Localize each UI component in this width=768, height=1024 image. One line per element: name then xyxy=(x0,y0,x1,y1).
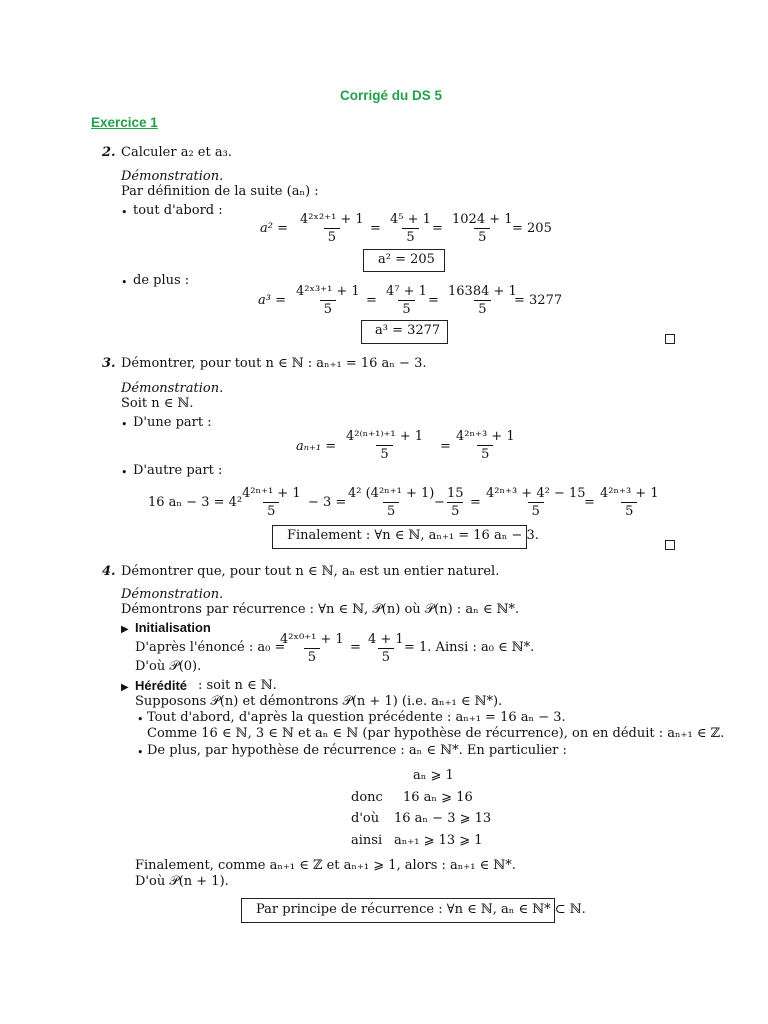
question-statement: Calculer a₂ et a₃. xyxy=(121,145,232,160)
bullet-text: Tout d'abord, d'après la question précédente : aₙ₊₁ = 16 aₙ − 3. xyxy=(147,710,566,725)
equals-sign: = xyxy=(440,439,451,454)
result-text: Finalement : ∀n ∈ ℕ, aₙ₊₁ = 16 aₙ − 3. xyxy=(287,528,539,543)
bullet-text: D'autre part : xyxy=(133,463,223,478)
qed-square-icon xyxy=(665,540,675,550)
equals-sign: = xyxy=(366,293,377,308)
fraction: 4²ⁿ⁺³ + 1 5 xyxy=(600,486,659,519)
fraction: 4² (4²ⁿ⁺¹ + 1) 5 xyxy=(348,486,435,519)
chain-line: 16 aₙ − 3 ⩾ 13 xyxy=(394,811,492,826)
qed-square-icon xyxy=(665,334,675,344)
page-title: Corrigé du DS 5 xyxy=(340,88,443,103)
equation-result: = 205 xyxy=(512,221,552,236)
fraction: 4²ⁿ⁺¹ + 1 5 xyxy=(242,486,301,519)
section-title: Initialisation xyxy=(135,620,211,635)
bullet-icon: • xyxy=(137,746,144,759)
chain-word: ainsi xyxy=(351,833,383,848)
bullet-icon: • xyxy=(121,276,128,289)
minus-sign: − xyxy=(434,495,445,510)
bullet-icon: • xyxy=(121,206,128,219)
bullet-text: D'une part : xyxy=(133,415,212,430)
fraction: 4²ˣ³⁺¹ + 1 5 xyxy=(296,284,360,317)
hered-text: Supposons 𝒫(n) et démontrons 𝒫(n + 1) (i.e. aₙ₊₁ ∈ ℕ*). xyxy=(135,694,503,709)
fraction: 16384 + 1 5 xyxy=(448,284,517,317)
chain-line: aₙ₊₁ ⩾ 13 ⩾ 1 xyxy=(394,833,483,848)
section-text: : soit n ∈ ℕ. xyxy=(198,678,277,693)
bullet-text: tout d'abord : xyxy=(133,203,223,218)
chain-word: donc xyxy=(351,790,383,805)
section-title: Hérédité xyxy=(135,678,188,693)
demo-label: Démonstration. xyxy=(121,169,224,184)
equation-text: − 3 = xyxy=(308,495,347,510)
bullet-text: Comme 16 ∈ ℕ, 3 ∈ ℕ et aₙ ∈ ℕ (par hypothèse de récurrence), on en déduit : aₙ₊₁ ∈ ℤ. xyxy=(147,726,725,741)
equals-sign: = xyxy=(370,221,381,236)
init-conclusion: D'où 𝒫(0). xyxy=(135,659,202,674)
chain-word: d'où xyxy=(351,811,380,826)
fraction: 1024 + 1 5 xyxy=(452,212,513,245)
fraction: 4²ⁿ⁺³ + 4² − 15 5 xyxy=(486,486,586,519)
result-text: a³ = 3277 xyxy=(375,323,441,338)
equation-lhs: a³ = xyxy=(258,293,286,308)
triangle-bullet-icon: ▶ xyxy=(121,624,129,635)
fraction: 4²⁽ⁿ⁺¹⁾⁺¹ + 1 5 xyxy=(346,429,424,462)
demo-label: Démonstration. xyxy=(121,381,224,396)
fraction: 4⁵ + 1 5 xyxy=(390,212,431,245)
demo-label: Démonstration. xyxy=(121,587,224,602)
equals-sign: = xyxy=(432,221,443,236)
init-text: D'après l'énoncé : a₀ = xyxy=(135,640,286,655)
fraction: 4⁷ + 1 5 xyxy=(386,284,427,317)
equation-lhs: aₙ₊₁ = xyxy=(296,439,337,454)
result-text: a² = 205 xyxy=(378,252,435,267)
fraction: 4²ˣ⁰⁺¹ + 1 5 xyxy=(280,632,344,665)
final-text: Finalement, comme aₙ₊₁ ∈ ℤ et aₙ₊₁ ⩾ 1, alors : aₙ₊₁ ∈ ℕ*. xyxy=(135,858,516,873)
fraction: 4 + 1 5 xyxy=(368,632,404,665)
equals-sign: = xyxy=(428,293,439,308)
fraction: 4²ˣ²⁺¹ + 1 5 xyxy=(300,212,364,245)
bullet-text: de plus : xyxy=(133,273,190,288)
bullet-icon: • xyxy=(121,418,128,431)
demo-intro: Démontrons par récurrence : ∀n ∈ ℕ, 𝒫(n) où 𝒫(n) : aₙ ∈ ℕ*. xyxy=(121,602,520,617)
bullet-text: De plus, par hypothèse de récurrence : aₙ ∈ ℕ*. En particulier : xyxy=(147,743,567,758)
chain-line: 16 aₙ ⩾ 16 xyxy=(403,790,473,805)
equation-result: = 3277 xyxy=(514,293,563,308)
equation-lhs: a² = xyxy=(260,221,288,236)
init-text: = 1. Ainsi : a₀ ∈ ℕ*. xyxy=(404,640,535,655)
fraction: 15 5 xyxy=(447,486,464,519)
question-statement: Démontrer que, pour tout n ∈ ℕ, aₙ est un entier naturel. xyxy=(121,564,500,579)
question-statement: Démontrer, pour tout n ∈ ℕ : aₙ₊₁ = 16 aₙ − 3. xyxy=(121,356,427,371)
equals-sign: = xyxy=(350,640,361,655)
demo-text: Soit n ∈ ℕ. xyxy=(121,396,194,411)
fraction: 4²ⁿ⁺³ + 1 5 xyxy=(456,429,515,462)
triangle-bullet-icon: ▶ xyxy=(121,682,129,693)
question-number: 4. xyxy=(102,564,116,579)
chain-line: aₙ ⩾ 1 xyxy=(413,768,454,783)
equation-lhs: 16 aₙ − 3 = 4² xyxy=(148,495,243,510)
final-text: D'où 𝒫(n + 1). xyxy=(135,874,229,889)
result-text: Par principe de récurrence : ∀n ∈ ℕ, aₙ ∈ ℕ* ⊂ ℕ. xyxy=(256,902,586,917)
question-number: 2. xyxy=(102,145,116,160)
bullet-icon: • xyxy=(121,466,128,479)
equals-sign: = xyxy=(470,495,481,510)
equals-sign: = xyxy=(584,495,595,510)
exercise-heading: Exercice 1 xyxy=(91,115,158,130)
bullet-icon: • xyxy=(137,713,144,726)
question-number: 3. xyxy=(102,356,116,371)
demo-intro: Par définition de la suite (aₙ) : xyxy=(121,184,319,199)
